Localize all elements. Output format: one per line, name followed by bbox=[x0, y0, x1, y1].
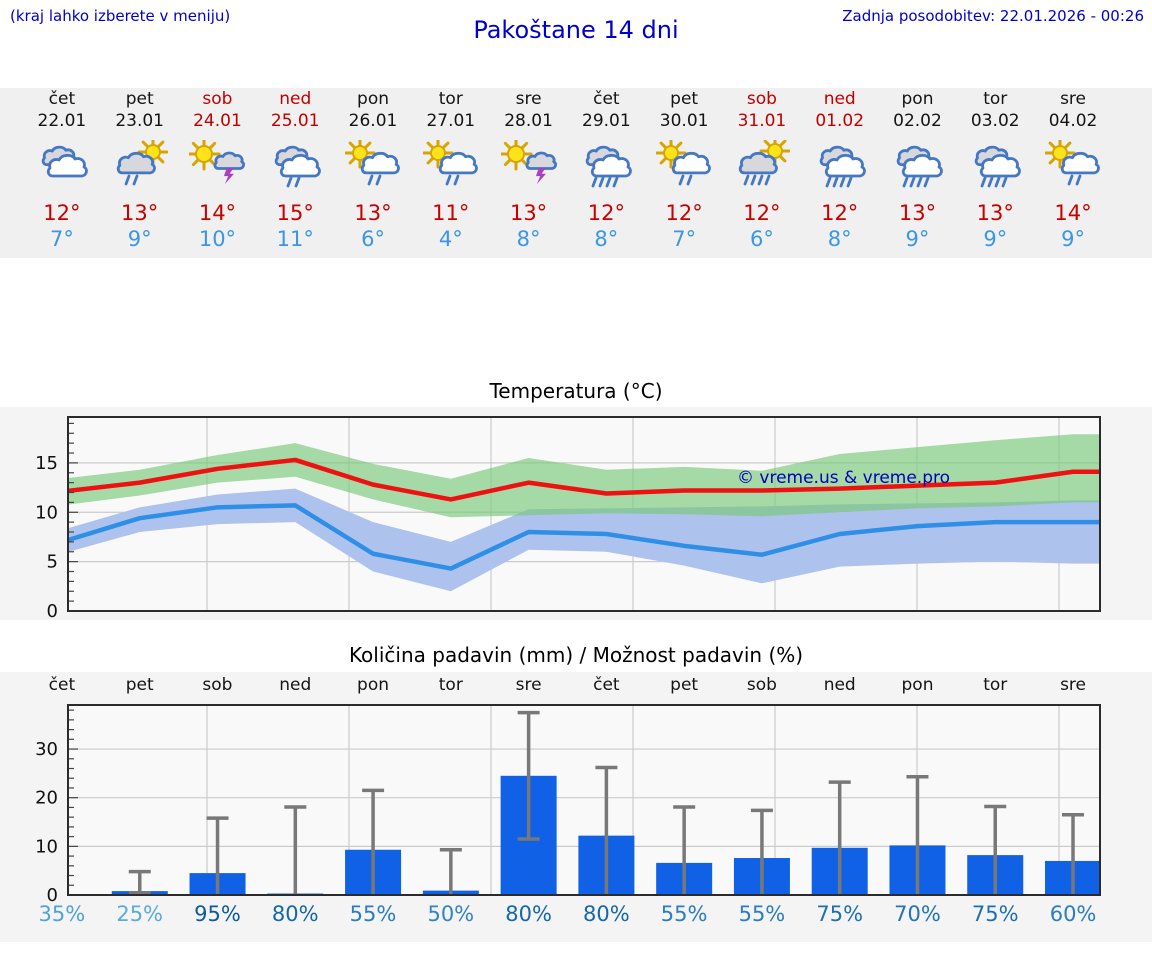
weather-icon-cell bbox=[490, 140, 568, 198]
high-temperature: 12° bbox=[587, 201, 625, 225]
sun-storm-icon bbox=[501, 140, 557, 192]
low-temperature: 8° bbox=[827, 227, 852, 251]
day-name: pet bbox=[125, 89, 154, 109]
high-temperature: 13° bbox=[898, 201, 937, 225]
day-date: 29.01 bbox=[582, 111, 631, 131]
weather-icon-cell bbox=[645, 140, 723, 198]
day-name: pon bbox=[901, 89, 934, 109]
day-name: tor bbox=[983, 89, 1008, 109]
precip-day-label: sre bbox=[515, 675, 542, 695]
temperature-chart bbox=[0, 407, 1152, 620]
day-date: 04.02 bbox=[1048, 111, 1098, 131]
forecast-column bbox=[567, 88, 645, 252]
precip-probability: 75% bbox=[816, 902, 864, 926]
sun-cloud-rain2-icon bbox=[423, 140, 479, 192]
precip-probability: 70% bbox=[894, 902, 941, 926]
clouds-rain4-icon bbox=[967, 140, 1023, 192]
day-name: pon bbox=[357, 89, 389, 109]
temperature-chart-title: Temperatura (°C) bbox=[489, 379, 663, 403]
high-temperature: 12° bbox=[821, 201, 859, 225]
weather-icon-cell bbox=[412, 140, 490, 198]
day-name: pet bbox=[670, 89, 699, 109]
day-date: 23.01 bbox=[115, 111, 164, 131]
forecast-column bbox=[101, 88, 179, 252]
weather-icon-cell bbox=[179, 140, 257, 198]
sun-cloud-rain2-icon bbox=[345, 140, 401, 192]
weather-icon-cell bbox=[567, 140, 645, 198]
clouds-rain2-icon bbox=[267, 140, 323, 192]
forecast-column bbox=[801, 88, 879, 252]
forecast-columns bbox=[23, 88, 1112, 252]
svg-text:30: 30 bbox=[35, 739, 58, 761]
precip-probability: 60% bbox=[1049, 902, 1097, 926]
low-temperature: 9° bbox=[1061, 227, 1085, 251]
day-date: 24.01 bbox=[193, 111, 242, 131]
day-name: sob bbox=[202, 89, 233, 109]
sun-storm-icon bbox=[189, 140, 245, 192]
precip-day-label: sob bbox=[746, 675, 777, 695]
precipitation-chart-block bbox=[0, 672, 1152, 942]
forecast-column bbox=[412, 88, 490, 252]
svg-text:10: 10 bbox=[35, 502, 58, 524]
low-temperature: 8° bbox=[516, 227, 541, 251]
high-temperature: 14° bbox=[1054, 201, 1092, 225]
high-temperature: 11° bbox=[432, 201, 470, 225]
precip-day-label: ned bbox=[823, 675, 856, 695]
precip-probability: 75% bbox=[971, 902, 1019, 926]
high-temperature: 13° bbox=[354, 201, 392, 225]
forecast-column bbox=[956, 88, 1034, 252]
weather-icon-cell bbox=[956, 140, 1034, 198]
high-temperature: 13° bbox=[976, 201, 1014, 225]
cloudy-icon bbox=[34, 140, 90, 192]
precip-day-label: ned bbox=[279, 675, 312, 695]
high-temperature: 14° bbox=[198, 201, 237, 225]
precip-probability: 80% bbox=[271, 902, 319, 926]
precipitation-day-labels bbox=[23, 674, 1112, 697]
forecast-column bbox=[334, 88, 412, 252]
svg-text:15: 15 bbox=[35, 452, 58, 474]
precip-day-label: pon bbox=[357, 675, 389, 695]
last-update-text: Zadnja posodobitev: 22.01.2026 - 00:26 bbox=[842, 7, 1144, 25]
weather-icon-cell bbox=[801, 140, 879, 198]
day-date: 28.01 bbox=[504, 111, 553, 131]
day-date: 31.01 bbox=[737, 111, 787, 131]
day-date: 02.02 bbox=[893, 111, 942, 131]
svg-text:0: 0 bbox=[46, 601, 58, 620]
precipitation-probability-labels bbox=[23, 899, 1112, 929]
day-name: čet bbox=[48, 89, 76, 109]
precip-day-label: pon bbox=[901, 675, 934, 695]
day-date: 03.02 bbox=[970, 111, 1020, 131]
precip-day-label: čet bbox=[48, 675, 76, 695]
precipitation-chart-title: Količina padavin (mm) / Možnost padavin (%) bbox=[348, 643, 804, 667]
day-date: 30.01 bbox=[659, 111, 709, 131]
low-temperature: 7° bbox=[49, 227, 74, 251]
day-date: 01.02 bbox=[815, 111, 865, 131]
forecast-column bbox=[23, 88, 101, 252]
watermark-text: © vreme.us & vreme.pro bbox=[737, 468, 951, 488]
forecast-column bbox=[723, 88, 801, 252]
svg-text:0: 0 bbox=[46, 885, 58, 906]
page-title: Pakoštane 14 dni bbox=[473, 16, 679, 44]
weather-icon-cell bbox=[723, 140, 801, 198]
low-temperature: 10° bbox=[198, 227, 237, 251]
precip-probability: 35% bbox=[38, 902, 86, 926]
weather-icon-cell bbox=[879, 140, 957, 198]
low-temperature: 11° bbox=[276, 227, 314, 251]
day-name: sre bbox=[1060, 89, 1087, 109]
day-name: tor bbox=[438, 89, 463, 109]
svg-text:20: 20 bbox=[35, 787, 58, 809]
precip-probability: 80% bbox=[583, 902, 630, 926]
svg-text:10: 10 bbox=[35, 836, 58, 858]
low-temperature: 9° bbox=[905, 227, 930, 251]
rain-sun2-icon bbox=[112, 140, 168, 192]
day-date: 22.01 bbox=[37, 111, 87, 131]
clouds-rain4-icon bbox=[578, 140, 634, 192]
forecast-column bbox=[879, 88, 957, 252]
low-temperature: 9° bbox=[127, 227, 152, 251]
precip-day-label: tor bbox=[983, 675, 1008, 695]
rain-sun4-icon bbox=[734, 140, 790, 192]
low-temperature: 6° bbox=[361, 227, 385, 251]
high-temperature: 12° bbox=[743, 201, 781, 225]
precip-probability: 25% bbox=[116, 902, 164, 926]
precip-probability: 80% bbox=[505, 902, 552, 926]
precip-day-label: tor bbox=[438, 675, 463, 695]
low-temperature: 6° bbox=[749, 227, 774, 251]
day-date: 25.01 bbox=[270, 111, 320, 131]
day-name: čet bbox=[593, 89, 620, 109]
weather-icon-cell bbox=[23, 140, 101, 198]
day-name: sre bbox=[515, 89, 542, 109]
day-name: ned bbox=[823, 89, 856, 109]
low-temperature: 9° bbox=[983, 227, 1008, 251]
precip-day-label: pet bbox=[670, 675, 699, 695]
day-date: 27.01 bbox=[426, 111, 476, 131]
high-temperature: 15° bbox=[276, 201, 314, 225]
day-name: ned bbox=[279, 89, 312, 109]
clouds-rain4-icon bbox=[889, 140, 945, 192]
svg-text:5: 5 bbox=[46, 551, 58, 573]
weather-icon-cell bbox=[334, 140, 412, 198]
high-temperature: 12° bbox=[43, 201, 81, 225]
temperature-chart-block bbox=[0, 407, 1152, 620]
precip-probability: 95% bbox=[194, 902, 241, 926]
forecast-column bbox=[1034, 88, 1112, 252]
low-temperature: 7° bbox=[672, 227, 697, 251]
low-temperature: 4° bbox=[438, 227, 463, 251]
forecast-strip bbox=[0, 88, 1152, 258]
precip-probability: 55% bbox=[660, 902, 708, 926]
day-date: 26.01 bbox=[348, 111, 398, 131]
sun-cloud-rain2-icon bbox=[1045, 140, 1101, 192]
forecast-column bbox=[490, 88, 568, 252]
weather-icon-cell bbox=[1034, 140, 1112, 198]
forecast-column bbox=[645, 88, 723, 252]
precip-day-label: pet bbox=[125, 675, 154, 695]
precip-day-label: sob bbox=[202, 675, 233, 695]
menu-hint-text: (kraj lahko izberete v meniju) bbox=[10, 7, 231, 25]
weather-icon-cell bbox=[256, 140, 334, 198]
high-temperature: 12° bbox=[665, 201, 703, 225]
high-temperature: 13° bbox=[509, 201, 548, 225]
precip-day-label: čet bbox=[593, 675, 620, 695]
precip-probability: 50% bbox=[427, 902, 475, 926]
forecast-column bbox=[256, 88, 334, 252]
precip-probability: 55% bbox=[738, 902, 786, 926]
weather-icon-cell bbox=[101, 140, 179, 198]
high-temperature: 13° bbox=[121, 201, 159, 225]
clouds-rain4-icon bbox=[812, 140, 868, 192]
low-temperature: 8° bbox=[594, 227, 619, 251]
sun-cloud-rain2-icon bbox=[656, 140, 712, 192]
forecast-column bbox=[179, 88, 257, 252]
day-name: sob bbox=[746, 89, 777, 109]
precip-day-label: sre bbox=[1060, 675, 1087, 695]
precip-probability: 55% bbox=[349, 902, 397, 926]
